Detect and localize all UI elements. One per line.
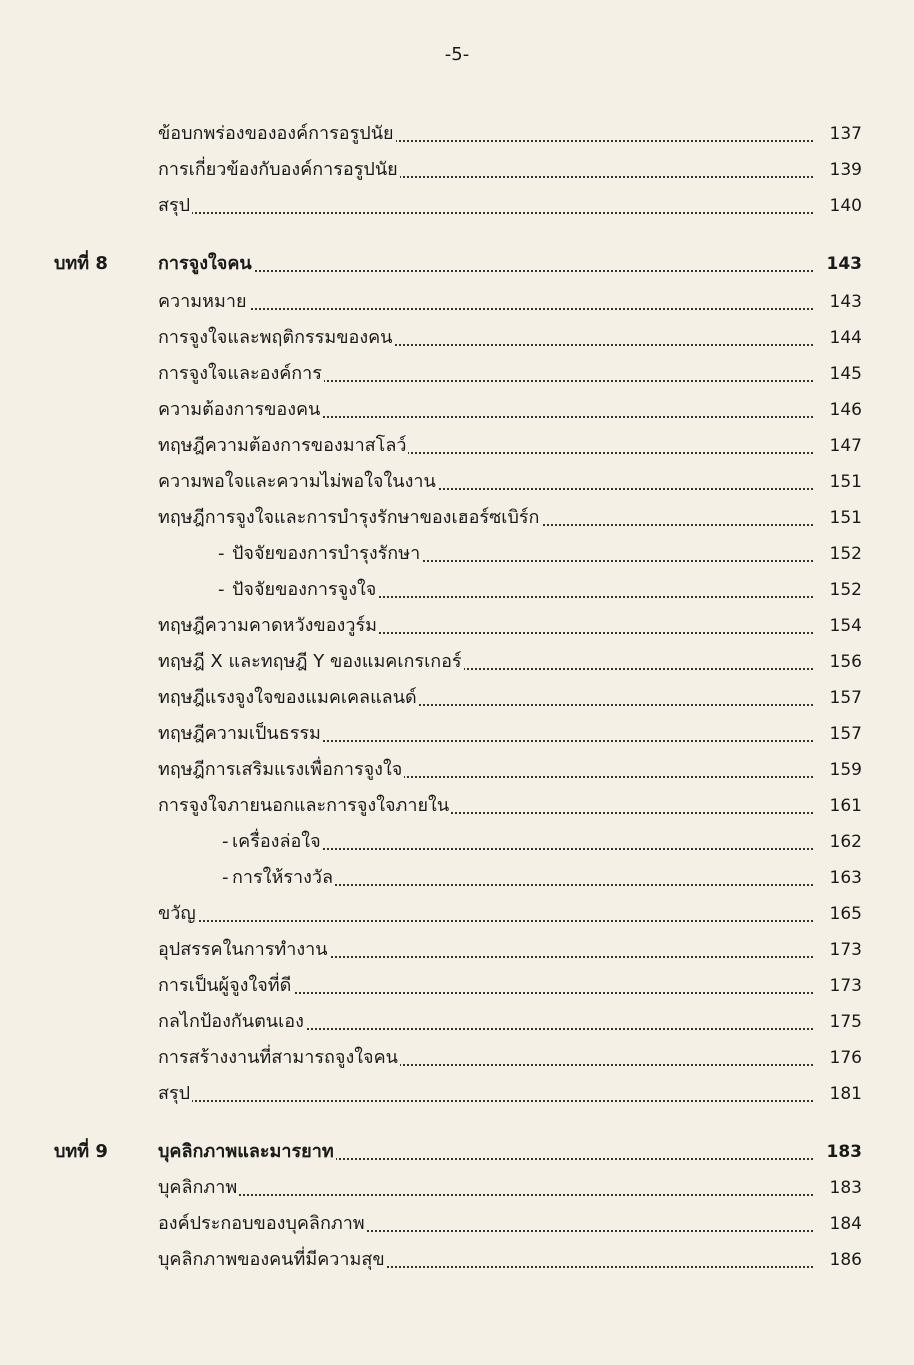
toc-entry: [0, 938, 914, 966]
toc-entry: [0, 974, 914, 1002]
entry-page-number: 151: [829, 472, 862, 492]
entry-page-number: 186: [829, 1250, 862, 1270]
entry-title: ทฤษฎีการเสริมแรงเพื่อการจูงใจ: [158, 759, 403, 780]
entry-page-number: 175: [829, 1012, 862, 1032]
toc-entry: [0, 1010, 914, 1038]
bullet-dash: -: [222, 867, 229, 888]
entry-page-number: 156: [829, 652, 862, 672]
toc-entry: [0, 866, 914, 894]
entry-title: กลไกป้องกันตนเอง: [158, 1011, 304, 1032]
toc-entry: [0, 470, 914, 498]
bullet-dash: -: [218, 579, 225, 600]
toc-entry: [0, 362, 914, 390]
dot-leader: [158, 270, 813, 272]
entry-title: การเกี่ยวข้องกับองค์การอรูปนัย: [158, 159, 398, 180]
entry-title: การสร้างงานที่สามารถจูงใจคน: [158, 1047, 398, 1068]
entry-title: ความพอใจและความไม่พอใจในงาน: [158, 471, 436, 492]
dot-leader: [158, 920, 813, 922]
entry-title: สรุป: [158, 1083, 191, 1104]
entry-title: ทฤษฎีความเป็นธรรม: [158, 723, 321, 744]
entry-page-number: 137: [829, 124, 862, 144]
toc-entry: [0, 614, 914, 642]
toc-entry: [0, 434, 914, 462]
toc-entry: [0, 290, 914, 318]
entry-page-number: 151: [829, 508, 862, 528]
entry-title: การให้รางวัล: [232, 867, 334, 888]
toc-entry: [0, 1082, 914, 1110]
toc-entry: [0, 1176, 914, 1204]
entry-title: บุคลิกภาพของคนที่มีความสุข: [158, 1249, 385, 1270]
entry-page-number: 159: [829, 760, 862, 780]
toc-entry: [0, 650, 914, 678]
page-number: -5-: [444, 44, 470, 65]
entry-page-number: 154: [829, 616, 862, 636]
bullet-dash: -: [218, 543, 225, 564]
dot-leader: [158, 212, 813, 214]
entry-page-number: 152: [829, 580, 862, 600]
bullet-dash: -: [222, 831, 229, 852]
toc-entry: [0, 1248, 914, 1276]
entry-page-number: 140: [829, 196, 862, 216]
entry-title: ทฤษฎี X และทฤษฎี Y ของแมคเกรเกอร์: [158, 651, 462, 672]
entry-title: สรุป: [158, 195, 191, 216]
entry-page-number: 163: [829, 868, 862, 888]
entry-page-number: 152: [829, 544, 862, 564]
chapter-label: บทที่ 8: [54, 253, 108, 274]
entry-page-number: 161: [829, 796, 862, 816]
entry-title: อุปสรรคในการทำงาน: [158, 939, 328, 960]
toc-entry: [0, 1212, 914, 1240]
entry-title: ทฤษฎีแรงจูงใจของแมคเคลแลนด์: [158, 687, 417, 708]
dot-leader: [158, 308, 813, 310]
toc-entry: [0, 158, 914, 186]
toc-entry: [0, 686, 914, 714]
entry-title: ความหมาย: [158, 291, 247, 312]
entry-page-number: 145: [829, 364, 862, 384]
entry-page-number: 139: [829, 160, 862, 180]
dot-leader: [158, 1194, 813, 1196]
entry-title: ทฤษฎีความคาดหวังของวูร์ม: [158, 615, 377, 636]
entry-title: ปัจจัยของการบำรุงรักษา: [232, 543, 421, 564]
toc-entry: [0, 1046, 914, 1074]
entry-page-number: 157: [829, 688, 862, 708]
chapter-label: บทที่ 9: [54, 1141, 108, 1162]
toc-entry: [0, 794, 914, 822]
toc-entry: [0, 830, 914, 858]
entry-title: การจูงใจภายนอกและการจูงใจภายใน: [158, 795, 450, 816]
entry-title: ปัจจัยของการจูงใจ: [232, 579, 377, 600]
entry-page-number: 157: [829, 724, 862, 744]
entry-title: บุคลิกภาพ: [158, 1177, 238, 1198]
entry-page-number: 146: [829, 400, 862, 420]
entry-page-number: 162: [829, 832, 862, 852]
toc-entry: [0, 506, 914, 534]
entry-title: การจูงใจคน: [158, 253, 252, 274]
entry-title: บุคลิกภาพและมารยาท: [158, 1141, 334, 1162]
toc-entry: [0, 902, 914, 930]
entry-page-number: 176: [829, 1048, 862, 1068]
entry-page-number: 173: [829, 940, 862, 960]
entry-page-number: 144: [829, 328, 862, 348]
entry-title: ทฤษฎีความต้องการของมาสโลว์: [158, 435, 407, 456]
entry-title: องค์ประกอบของบุคลิกภาพ: [158, 1213, 365, 1234]
entry-title: ทฤษฎีการจูงใจและการบำรุงรักษาของเฮอร์ซเบิร์ก: [158, 507, 540, 528]
toc-entry: [0, 722, 914, 750]
toc-entry: [0, 758, 914, 786]
entry-page-number: 181: [829, 1084, 862, 1104]
dot-leader: [158, 1100, 813, 1102]
chapter-entry: [0, 252, 914, 280]
entry-title: การจูงใจและพฤติกรรมของคน: [158, 327, 393, 348]
entry-title: ความต้องการของคน: [158, 399, 321, 420]
entry-page-number: 147: [829, 436, 862, 456]
entry-page-number: 183: [829, 1178, 862, 1198]
toc-entry: [0, 398, 914, 426]
entry-page-number: 165: [829, 904, 862, 924]
entry-page-number: 143: [826, 254, 862, 274]
chapter-entry: [0, 1140, 914, 1168]
entry-page-number: 143: [829, 292, 862, 312]
entry-title: การจูงใจและองค์การ: [158, 363, 322, 384]
entry-title: ข้อบกพร่องขององค์การอรูปนัย: [158, 123, 394, 144]
entry-title: ขวัญ: [158, 903, 196, 924]
toc-entry: [0, 542, 914, 570]
toc-entry: [0, 326, 914, 354]
toc-entry: [0, 578, 914, 606]
toc-entry: [0, 194, 914, 222]
entry-page-number: 173: [829, 976, 862, 996]
entry-title: เครื่องล่อใจ: [232, 831, 321, 852]
entry-page-number: 184: [829, 1214, 862, 1234]
toc-entry: [0, 122, 914, 150]
entry-page-number: 183: [826, 1142, 862, 1162]
entry-title: การเป็นผู้จูงใจที่ดี: [158, 975, 292, 996]
